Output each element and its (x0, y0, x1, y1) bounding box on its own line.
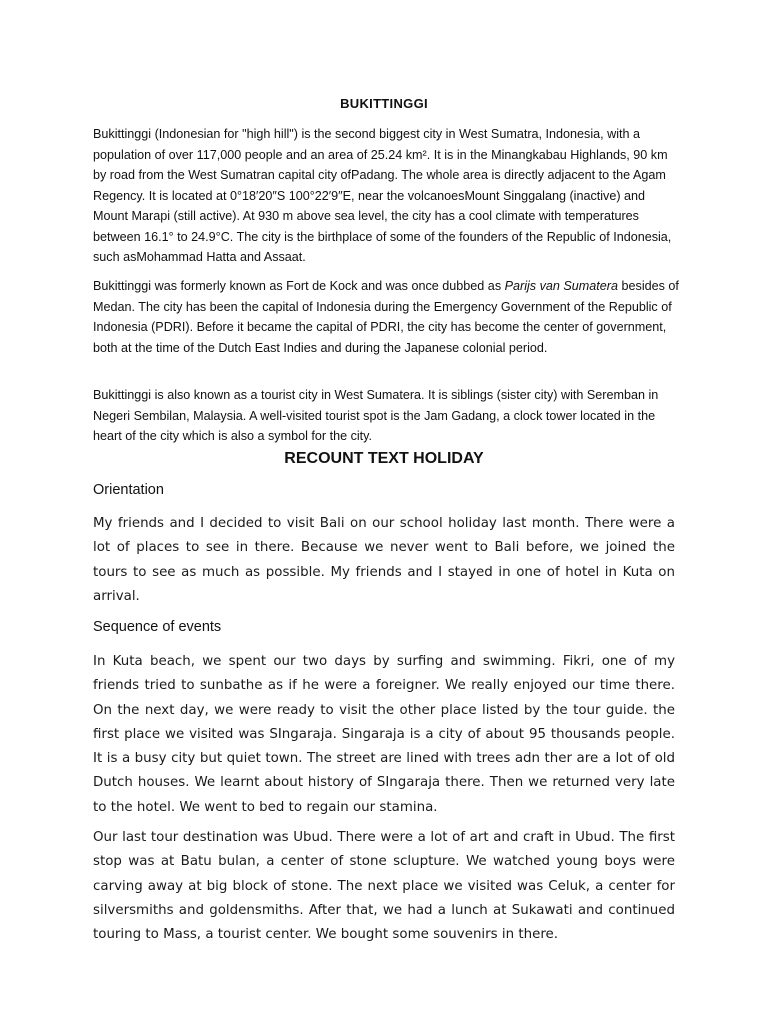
paragraph-history-italic: Parijs van Sumatera (504, 279, 619, 293)
paragraph-history-text-b: besides of Medan. The city has been the capital of Indonesia during the Emergency Government of the Republic of Indonesia (PDRI). Before it became the capital of PDRI, the city has become the center of government, both at the time of the Dutch East Indies and during the Japanese colonial period. (93, 279, 679, 355)
paragraph-history (93, 276, 679, 358)
paragraph-tourism: Bukittinggi is also known as a tourist city in West Sumatera. It is siblings (sister city) with Seremban in Negeri Sembilan, Malaysia. A well-visited tourist spot is the Jam Gadang, a clock tower located in the heart of the city which is also a symbol for the city. (93, 388, 659, 443)
sequence-heading: Sequence of events (93, 619, 222, 635)
recount-title: RECOUNT TEXT HOLIDAY (284, 450, 484, 467)
sequence-paragraph-1: In Kuta beach, we spent our two days by surfing and swimming. Fikri, one of my friends tried to sunbathe as if he were a foreigner. We really enjoyed our time there. On the next day, we were ready to visit the other place listed by the tour guide. the first place we visited was SIngaraja. Singaraja is a city of about 95 thousands people. It is a busy city but quiet town. The street are lined with trees adn ther are a lot of old Dutch houses. We learnt about history of SIngaraja there. Then we returned very late to the hotel. We went to bed to regain our stamina. (93, 654, 675, 815)
paragraph-history-text-a: Bukittinggi was formerly known as Fort de Kock and was once dubbed as (93, 279, 505, 293)
sequence-paragraph-2: Our last tour destination was Ubud. There were a lot of art and craft in Ubud. The first stop was at Batu bulan, a center of stone sclupture. We watched young boys were carving away at big block of stone. The next place we visited was Celuk, a center for silversmiths and goldensmiths. After that, we had a lunch at Sukawati and continued touring to Mass, a tourist center. We bought some souvenirs in there. (93, 830, 675, 943)
orientation-heading: Orientation (93, 482, 164, 498)
paragraph-intro: Bukittinggi (Indonesian for "high hill") is the second biggest city in West Sumatra, Indonesia, with a population of over 117,000 people and an area of 25.24 km². It is in the Minangkabau Highlands, 90 km by road from the West Sumatran capital city ofPadang. The whole area is directly adjacent to the Agam Regency. It is located at 0°18′20″S 100°22′9″E, near the volcanoesMount Singgalang (inactive) and Mount Marapi (still active). At 930 m above sea level, the city has a cool climate with temperatures between 16.1° to 24.9°C. The city is the birthplace of some of the founders of the Republic of Indonesia, such asMohammad Hatta and Assaat. (93, 127, 672, 264)
orientation-paragraph: My friends and I decided to visit Bali on our school holiday last month. There were a lot of places to see in there. Because we never went to Bali before, we joined the tours to see as much as possible. My friends and I stayed in one of hotel in Kuta on arrival. (93, 516, 675, 604)
document-title: BUKITTINGGI (340, 96, 428, 111)
